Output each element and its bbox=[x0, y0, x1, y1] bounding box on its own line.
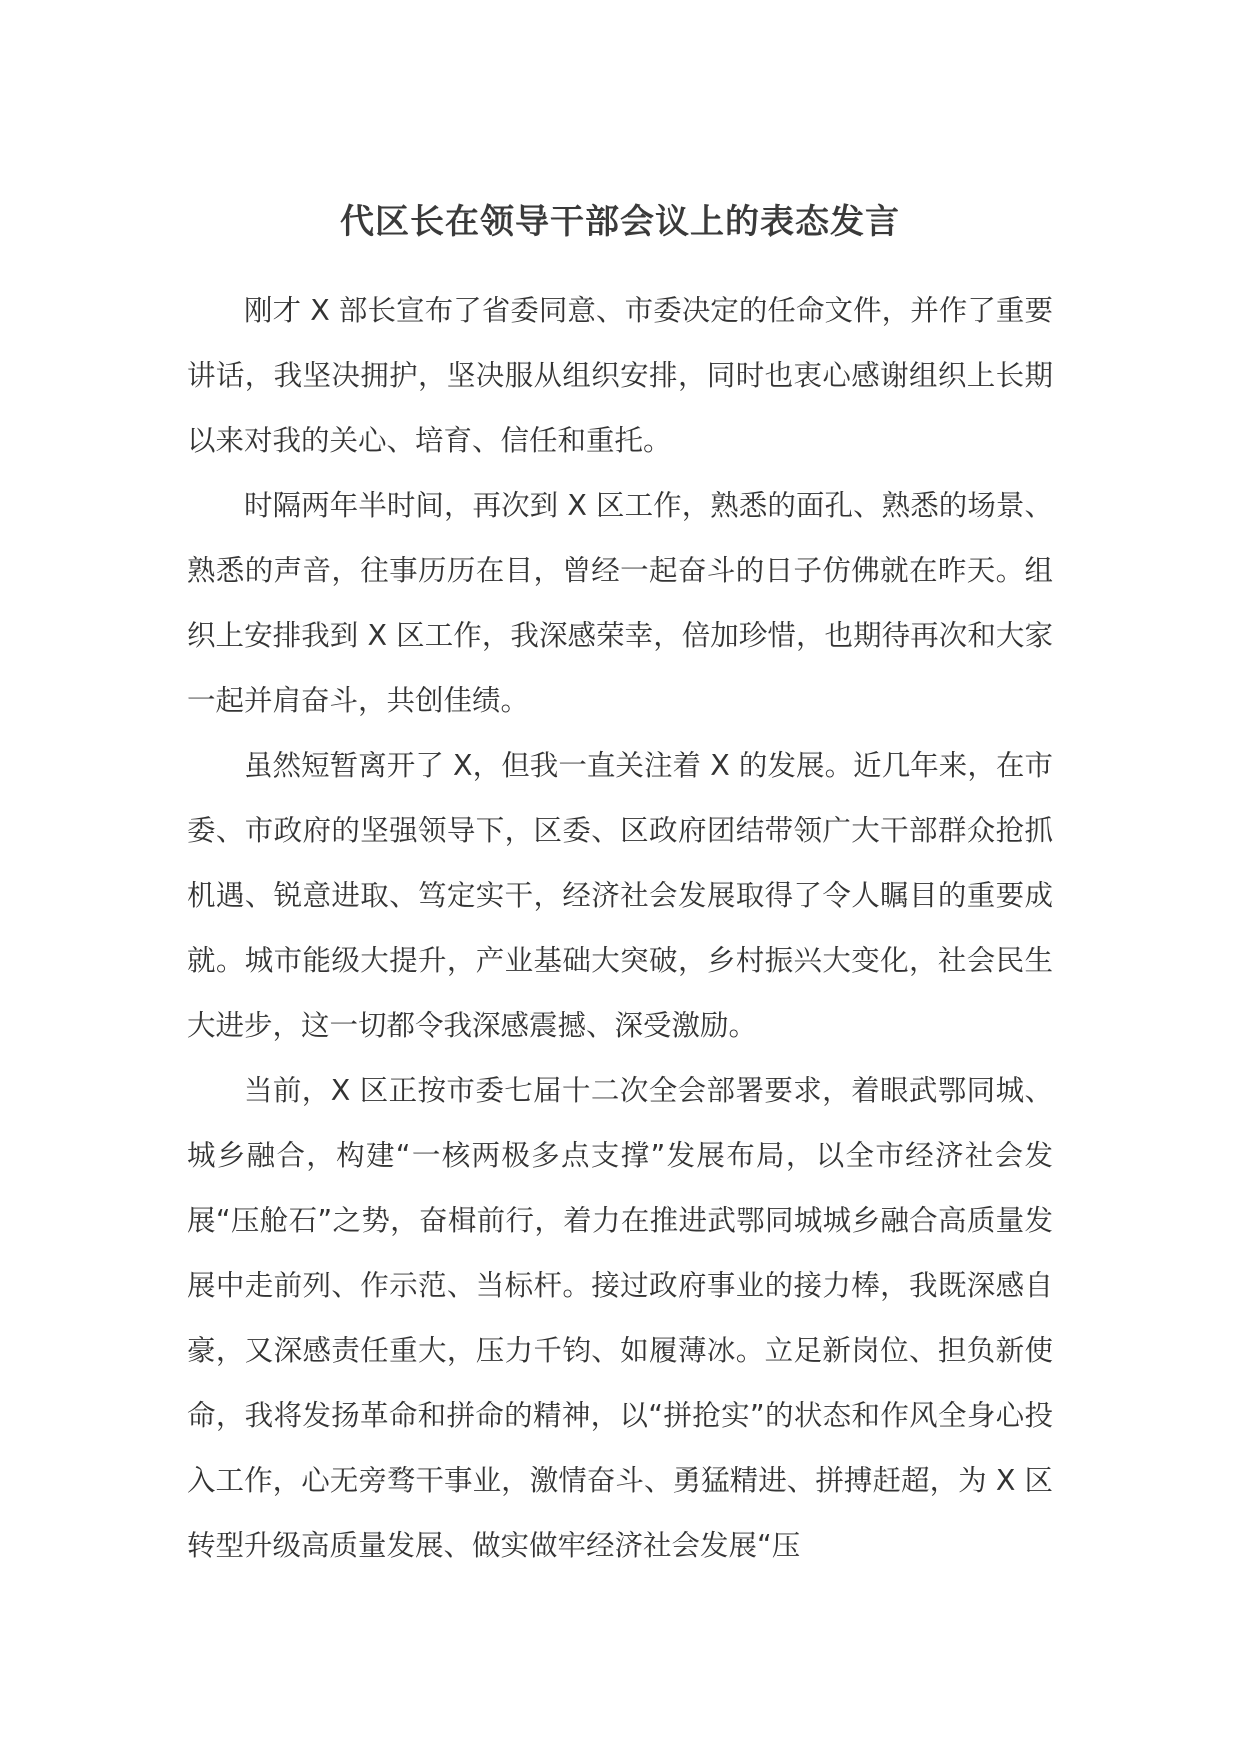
paragraph-2: 时隔两年半时间，再次到 X 区工作，熟悉的面孔、熟悉的场景、熟悉的声音，往事历历在目，曾经一起奋斗的日子仿佛就在昨天。组织上安排我到 X 区工作，我深感荣幸，倍加珍惜，也期待再次和大家一起并肩奋斗，共创佳绩。 bbox=[187, 489, 1053, 717]
paragraph-3: 虽然短暂离开了 X，但我一直关注着 X 的发展。近几年来，在市委、市政府的坚强领导下，区委、区政府团结带领广大干部群众抢抓机遇、锐意进取、笃定实干，经济社会发展取得了令人瞩目的重要成就。城市能级大提升，产业基础大突破，乡村振兴大变化，社会民生大进步，这一切都令我深感震撼、深受激励。 bbox=[187, 749, 1053, 1042]
document-title: 代区长在领导干部会议上的表态发言 bbox=[340, 202, 900, 242]
paragraph-4: 当前，X 区正按市委七届十二次全会部署要求，着眼武鄂同城、城乡融合，构建“一核两极多点支撑”发展布局，以全市经济社会发展“压舱石”之势，奋楫前行，着力在推进武鄂同城城乡融合高质量发展中走前列、作示范、当标杆。接过政府事业的接力棒，我既深感自豪，又深感责任重大，压力千钧、如履薄冰。立足新岗位、担负新使命，我将发扬革命和拼命的精神，以“拼抢实”的状态和作风全身心投入工作，心无旁骛干事业，激情奋斗、勇猛精进、拼搏赶超，为 X 区转型升级高质量发展、做实做牢经济社会发展“压 bbox=[187, 1074, 1053, 1562]
document-body bbox=[187, 278, 1053, 1578]
paragraph-1: 刚才 X 部长宣布了省委同意、市委决定的任命文件，并作了重要讲话，我坚决拥护，坚决服从组织安排，同时也衷心感谢组织上长期以来对我的关心、培育、信任和重托。 bbox=[187, 294, 1053, 457]
